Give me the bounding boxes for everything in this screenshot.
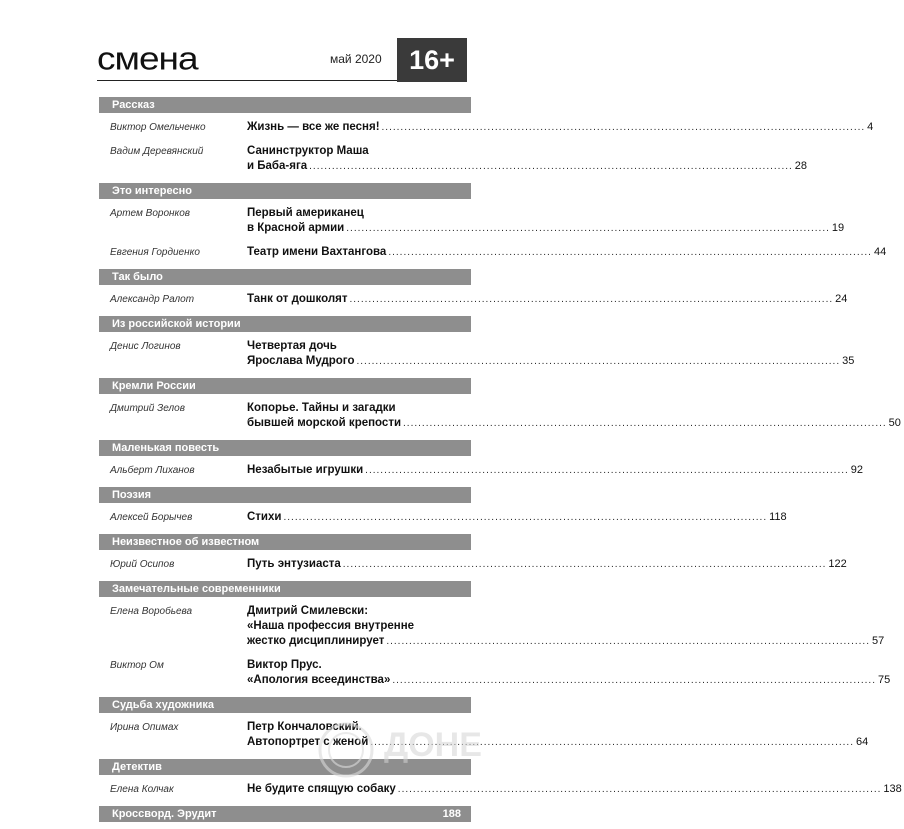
toc-entry[interactable] [99,206,845,236]
header-divider [97,80,397,81]
section-title: Рассказ [112,99,155,111]
dot-leader [388,245,872,260]
entry-author: Альберт Лиханов [110,465,195,476]
entry-title [247,245,888,260]
section-page-number: 188 [442,808,461,820]
entry-title [247,292,849,307]
dot-leader [370,735,854,750]
toc-entry[interactable] [99,245,887,260]
entry-title [247,557,849,572]
entry-title-line: Первый американец [247,207,364,219]
entry-title [247,720,870,750]
dot-leader [283,510,767,525]
entry-title [247,339,856,369]
toc-entry[interactable] [99,463,864,478]
entry-title-line: в Красной армии [247,222,345,234]
entry-title-line: Не будите спящую собаку [247,783,396,795]
entry-page-number: 122 [828,558,847,570]
entry-page-number: 28 [794,160,808,172]
section-header [99,697,471,713]
entry-title [247,510,789,525]
entry-title [247,120,875,135]
dot-leader [382,120,866,135]
dot-leader [346,221,830,236]
section-header [99,534,471,550]
magazine-logo: смена [97,40,198,77]
dot-leader [343,557,827,572]
entry-author: Евгения Гордиенко [110,247,200,258]
entry-title-line: Путь энтузиаста [247,558,341,570]
entry-page-number: 57 [871,635,885,647]
svg-text:ДОНЕ: ДОНЕ [384,726,482,764]
entry-page-number: 44 [873,246,887,258]
entry-author: Алексей Борычев [110,512,193,523]
entry-title [247,206,846,236]
entry-title [247,463,865,478]
dot-leader [356,354,840,369]
entry-title-line: бывшей морской крепости [247,417,402,429]
section-title: Замечательные современники [112,583,281,595]
toc-entry[interactable] [99,292,848,307]
section-title: Детектив [112,761,162,773]
entry-page-number: 50 [888,417,901,429]
entry-page-number: 64 [855,736,869,748]
toc-entry[interactable] [99,557,847,572]
toc-entry[interactable] [99,510,787,525]
entry-page-number: 24 [835,293,848,305]
section-header [99,487,471,503]
section-header [99,378,471,394]
section-header [99,269,471,285]
entry-page-number: 118 [769,511,787,523]
entry-title-line: Жизнь — все же песня! [247,121,380,133]
section-header [99,806,471,822]
entry-title-line: Четвертая дочь [247,340,337,352]
entry-author: Вадим Деревянский [110,146,204,157]
toc-entry[interactable] [99,658,891,688]
entry-page-number: 19 [831,222,845,234]
toc-entry[interactable] [99,401,901,431]
dot-leader [403,416,887,431]
section-title: Кремли России [112,380,196,392]
entry-author: Елена Воробьева [110,606,193,617]
toc-entry[interactable] [99,782,902,797]
toc-entry[interactable] [99,120,874,135]
entry-title [247,658,892,688]
entry-title-line: Виктор Прус. [247,659,322,671]
entry-title-line: Стихи [247,511,282,523]
entry-title-line: Незабытые игрушки [247,464,364,476]
entry-page-number: 92 [850,464,864,476]
entry-title-line: Автопортрет с женой [247,736,369,748]
table-of-contents [99,97,902,829]
entry-page-number: 138 [883,783,902,795]
entry-title-line: Танк от дошколят [247,293,348,305]
section-header [99,440,471,456]
section-title: Поэзия [112,489,152,501]
section-header [99,183,471,199]
entry-title-line: «Апология всеединства» [247,674,391,686]
section-title: Из российской истории [112,318,241,330]
entry-title-line: Дмитрий Смилевски: [247,605,369,617]
dot-leader [398,782,882,797]
entry-title [247,144,809,174]
entry-title-line: Петр Кончаловский. [247,721,362,733]
entry-page-number: 4 [867,121,874,133]
dot-leader [309,159,793,174]
section-header [99,97,471,113]
section-title: Маленькая повесть [112,442,220,454]
entry-title-line: Копорье. Тайны и загадки [247,402,396,414]
entry-author: Юрий Осипов [110,559,175,570]
entry-title-line: и Баба-яга [247,160,308,172]
entry-page-number: 35 [842,355,855,367]
entry-author: Артем Воронков [110,208,191,219]
entry-title-line: «Наша профессия внутренне [247,620,415,632]
section-title: Кроссворд. Эрудит [112,808,217,820]
entry-page-number: 75 [877,674,891,686]
entry-title [247,782,904,797]
entry-title [247,401,903,431]
dot-leader [350,292,834,307]
entry-title [247,604,886,649]
entry-title-line: Театр имени Вахтангова [247,246,387,258]
entry-author: Виктор Омельченко [110,122,206,133]
entry-author: Елена Колчак [110,784,174,795]
entry-author: Виктор Ом [110,660,164,671]
entry-author: Денис Логинов [110,341,181,352]
toc-entry[interactable] [99,144,808,174]
entry-author: Ирина Опимах [110,722,179,733]
section-title: Неизвестное об известном [112,536,260,548]
section-header [99,316,471,332]
entry-title-line: жестко дисциплинирует [247,635,385,647]
section-header [99,759,471,775]
entry-author: Дмитрий Зелов [110,403,185,414]
age-rating-badge: 16+ [397,38,467,82]
section-header [99,581,471,597]
section-title: Так было [112,271,163,283]
entry-author: Александр Ралот [110,294,195,305]
section-title: Это интересно [112,185,192,197]
issue-date: май 2020 [330,52,382,66]
dot-leader [392,673,876,688]
entry-title-line: Ярослава Мудрого [247,355,355,367]
toc-entry[interactable] [99,604,885,649]
toc-entry[interactable] [99,720,869,750]
toc-entry[interactable] [99,339,855,369]
dot-leader [365,463,849,478]
entry-title-line: Санинструктор Маша [247,145,369,157]
section-title: Судьба художника [112,699,214,711]
dot-leader [386,634,870,649]
